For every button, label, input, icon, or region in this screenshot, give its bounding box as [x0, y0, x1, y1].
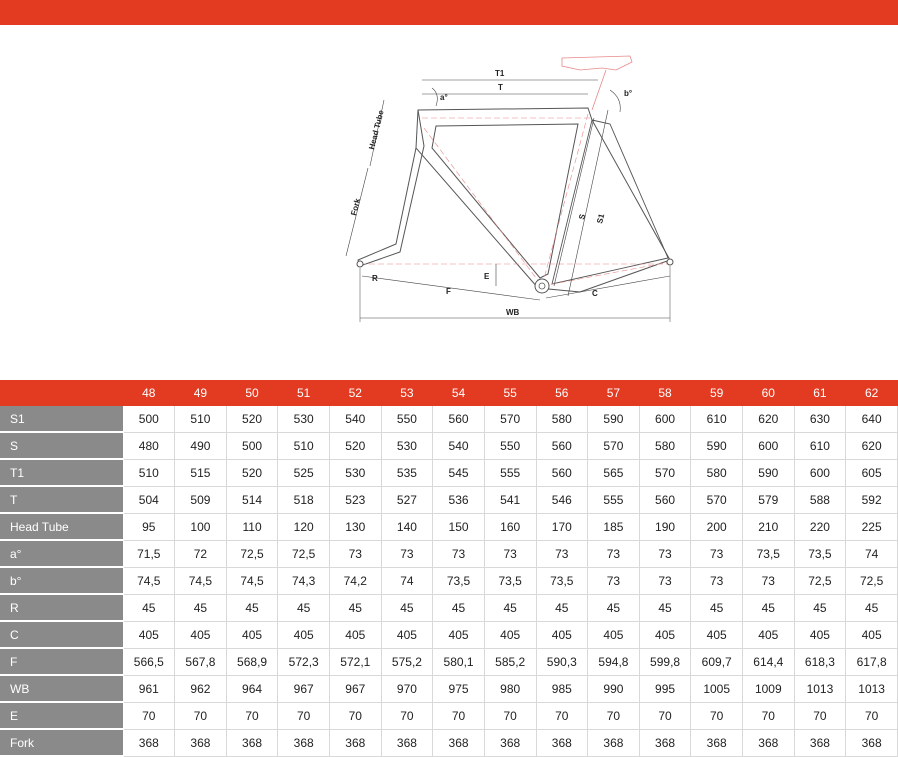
geometry-table-body — [0, 406, 898, 756]
table-cell: 530 — [381, 432, 433, 459]
table-cell: 45 — [433, 594, 485, 621]
table-cell: 368 — [484, 729, 536, 756]
table-cell: 527 — [381, 486, 433, 513]
size-header-cell: 57 — [588, 380, 640, 406]
table-cell: 640 — [846, 406, 898, 432]
table-cell: 73 — [743, 567, 795, 594]
table-cell: 990 — [588, 675, 640, 702]
table-cell: 620 — [743, 406, 795, 432]
table-row — [0, 594, 898, 621]
table-cell: 405 — [846, 621, 898, 648]
table-cell: 70 — [536, 702, 588, 729]
table-cell: 73 — [536, 540, 588, 567]
table-cell: 368 — [794, 729, 846, 756]
frame-diagram-svg — [340, 48, 680, 328]
table-cell: 585,2 — [484, 648, 536, 675]
table-cell: 500 — [123, 406, 175, 432]
label-a-angle: a° — [440, 93, 448, 102]
dim-c-line — [546, 276, 670, 298]
table-cell: 546 — [536, 486, 588, 513]
table-cell: 368 — [123, 729, 175, 756]
row-label: T — [0, 486, 123, 513]
table-row — [0, 513, 898, 540]
table-cell: 190 — [639, 513, 691, 540]
table-cell: 200 — [691, 513, 743, 540]
table-cell: 592 — [846, 486, 898, 513]
table-cell: 405 — [794, 621, 846, 648]
label-fork: Fork — [349, 197, 363, 217]
table-cell: 540 — [330, 406, 382, 432]
table-cell: 405 — [536, 621, 588, 648]
table-cell: 73 — [588, 540, 640, 567]
label-wb: WB — [506, 308, 520, 317]
table-cell: 1013 — [794, 675, 846, 702]
table-cell: 45 — [794, 594, 846, 621]
table-cell: 73,5 — [484, 567, 536, 594]
table-cell: 510 — [278, 432, 330, 459]
table-cell: 980 — [484, 675, 536, 702]
fork-outline — [358, 110, 424, 266]
table-cell: 515 — [175, 459, 227, 486]
table-cell: 95 — [123, 513, 175, 540]
table-cell: 510 — [123, 459, 175, 486]
table-row — [0, 702, 898, 729]
table-cell: 967 — [330, 675, 382, 702]
table-cell: 518 — [278, 486, 330, 513]
table-cell: 405 — [433, 621, 485, 648]
label-f: F — [446, 287, 451, 296]
table-cell: 73 — [330, 540, 382, 567]
table-cell: 368 — [175, 729, 227, 756]
table-cell: 970 — [381, 675, 433, 702]
table-cell: 510 — [175, 406, 227, 432]
row-label: C — [0, 621, 123, 648]
table-cell: 610 — [691, 406, 743, 432]
table-cell: 368 — [588, 729, 640, 756]
table-cell: 368 — [330, 729, 382, 756]
table-cell: 73 — [484, 540, 536, 567]
table-cell: 368 — [536, 729, 588, 756]
table-cell: 45 — [175, 594, 227, 621]
table-cell: 572,1 — [330, 648, 382, 675]
table-cell: 570 — [588, 432, 640, 459]
table-cell: 368 — [691, 729, 743, 756]
size-header-corner — [0, 380, 123, 406]
table-cell: 614,4 — [743, 648, 795, 675]
table-cell: 590 — [743, 459, 795, 486]
table-cell: 45 — [330, 594, 382, 621]
table-cell: 74,5 — [123, 567, 175, 594]
table-cell: 1005 — [691, 675, 743, 702]
table-cell: 72,5 — [794, 567, 846, 594]
table-cell: 405 — [175, 621, 227, 648]
label-t: T — [498, 83, 503, 92]
table-cell: 368 — [278, 729, 330, 756]
table-cell: 580,1 — [433, 648, 485, 675]
table-cell: 405 — [743, 621, 795, 648]
table-row — [0, 459, 898, 486]
table-cell: 480 — [123, 432, 175, 459]
front-dropout — [357, 261, 363, 267]
table-cell: 570 — [639, 459, 691, 486]
label-head-tube: Head Tube — [367, 109, 386, 151]
table-cell: 555 — [484, 459, 536, 486]
table-cell: 590 — [691, 432, 743, 459]
dim-f-line — [362, 276, 540, 300]
table-cell: 70 — [330, 702, 382, 729]
table-cell: 590,3 — [536, 648, 588, 675]
table-cell: 70 — [278, 702, 330, 729]
table-cell: 70 — [794, 702, 846, 729]
table-cell: 605 — [846, 459, 898, 486]
table-cell: 570 — [691, 486, 743, 513]
table-cell: 618,3 — [794, 648, 846, 675]
table-cell: 509 — [175, 486, 227, 513]
table-cell: 45 — [123, 594, 175, 621]
table-cell: 70 — [433, 702, 485, 729]
size-header-cell: 52 — [330, 380, 382, 406]
size-header-cell: 51 — [278, 380, 330, 406]
size-header-cell: 50 — [226, 380, 278, 406]
frame-inner-window — [432, 124, 578, 278]
table-cell: 70 — [743, 702, 795, 729]
table-row — [0, 406, 898, 432]
table-row — [0, 486, 898, 513]
table-cell: 962 — [175, 675, 227, 702]
table-cell: 600 — [794, 459, 846, 486]
row-label: WB — [0, 675, 123, 702]
bottom-bracket — [535, 279, 549, 293]
table-cell: 617,8 — [846, 648, 898, 675]
row-label: b° — [0, 567, 123, 594]
table-cell: 985 — [536, 675, 588, 702]
frame-geometry-diagram — [340, 48, 680, 328]
label-e: E — [484, 272, 490, 281]
table-cell: 567,8 — [175, 648, 227, 675]
table-cell: 490 — [175, 432, 227, 459]
table-cell: 70 — [484, 702, 536, 729]
table-cell: 73 — [433, 540, 485, 567]
table-cell: 100 — [175, 513, 227, 540]
table-cell: 1009 — [743, 675, 795, 702]
table-cell: 210 — [743, 513, 795, 540]
table-cell: 600 — [639, 406, 691, 432]
table-cell: 530 — [330, 459, 382, 486]
label-c: C — [592, 289, 598, 298]
row-label: S1 — [0, 406, 123, 432]
table-cell: 140 — [381, 513, 433, 540]
table-cell: 555 — [588, 486, 640, 513]
table-cell: 73,5 — [433, 567, 485, 594]
table-cell: 405 — [639, 621, 691, 648]
table-cell: 73,5 — [536, 567, 588, 594]
table-cell: 220 — [794, 513, 846, 540]
table-cell: 45 — [226, 594, 278, 621]
row-label: Head Tube — [0, 513, 123, 540]
table-row — [0, 648, 898, 675]
table-cell: 405 — [484, 621, 536, 648]
table-cell: 368 — [433, 729, 485, 756]
table-cell: 73 — [691, 567, 743, 594]
table-cell: 70 — [588, 702, 640, 729]
table-cell: 225 — [846, 513, 898, 540]
row-label: E — [0, 702, 123, 729]
table-cell: 45 — [639, 594, 691, 621]
table-cell: 70 — [691, 702, 743, 729]
top-brand-bar — [0, 0, 898, 25]
table-cell: 995 — [639, 675, 691, 702]
label-b-angle: b° — [624, 89, 633, 98]
geometry-table — [0, 380, 898, 757]
row-label: a° — [0, 540, 123, 567]
table-cell: 523 — [330, 486, 382, 513]
table-cell: 568,9 — [226, 648, 278, 675]
table-cell: 964 — [226, 675, 278, 702]
table-cell: 579 — [743, 486, 795, 513]
table-cell: 609,7 — [691, 648, 743, 675]
table-row — [0, 567, 898, 594]
table-cell: 74,5 — [226, 567, 278, 594]
table-cell: 566,5 — [123, 648, 175, 675]
table-cell: 545 — [433, 459, 485, 486]
table-cell: 599,8 — [639, 648, 691, 675]
size-header-cell: 54 — [433, 380, 485, 406]
row-label: R — [0, 594, 123, 621]
table-cell: 514 — [226, 486, 278, 513]
size-header-cell: 55 — [484, 380, 536, 406]
table-cell: 560 — [433, 406, 485, 432]
table-cell: 72,5 — [226, 540, 278, 567]
table-cell: 405 — [226, 621, 278, 648]
table-cell: 975 — [433, 675, 485, 702]
table-cell: 45 — [846, 594, 898, 621]
table-cell: 70 — [123, 702, 175, 729]
frame-outline — [416, 108, 670, 292]
table-cell: 70 — [226, 702, 278, 729]
row-label: S — [0, 432, 123, 459]
table-cell: 610 — [794, 432, 846, 459]
table-cell: 520 — [226, 459, 278, 486]
table-cell: 368 — [846, 729, 898, 756]
table-cell: 550 — [381, 406, 433, 432]
table-cell: 368 — [381, 729, 433, 756]
table-cell: 550 — [484, 432, 536, 459]
centerline-down — [424, 128, 542, 286]
table-row — [0, 675, 898, 702]
row-label: F — [0, 648, 123, 675]
table-cell: 45 — [588, 594, 640, 621]
table-cell: 72,5 — [846, 567, 898, 594]
size-header-cell: 53 — [381, 380, 433, 406]
table-cell: 560 — [639, 486, 691, 513]
size-header-cell: 48 — [123, 380, 175, 406]
table-cell: 185 — [588, 513, 640, 540]
table-cell: 110 — [226, 513, 278, 540]
table-cell: 580 — [536, 406, 588, 432]
table-cell: 368 — [639, 729, 691, 756]
table-cell: 572,3 — [278, 648, 330, 675]
table-cell: 130 — [330, 513, 382, 540]
size-header-cell: 62 — [846, 380, 898, 406]
size-header-cell: 60 — [743, 380, 795, 406]
table-cell: 70 — [381, 702, 433, 729]
table-cell: 73 — [639, 540, 691, 567]
size-header-row — [0, 380, 898, 406]
table-row — [0, 432, 898, 459]
table-cell: 580 — [691, 459, 743, 486]
table-cell: 520 — [330, 432, 382, 459]
table-cell: 520 — [226, 406, 278, 432]
label-t1: T1 — [495, 69, 505, 78]
row-label: Fork — [0, 729, 123, 756]
table-cell: 1013 — [846, 675, 898, 702]
table-cell: 580 — [639, 432, 691, 459]
table-cell: 160 — [484, 513, 536, 540]
table-cell: 620 — [846, 432, 898, 459]
table-cell: 405 — [330, 621, 382, 648]
table-cell: 72 — [175, 540, 227, 567]
table-cell: 530 — [278, 406, 330, 432]
table-cell: 120 — [278, 513, 330, 540]
table-cell: 405 — [381, 621, 433, 648]
size-header-cell: 58 — [639, 380, 691, 406]
table-cell: 570 — [484, 406, 536, 432]
table-cell: 70 — [175, 702, 227, 729]
table-cell: 45 — [691, 594, 743, 621]
table-cell: 73 — [691, 540, 743, 567]
saddle-outline — [562, 56, 632, 70]
table-cell: 500 — [226, 432, 278, 459]
table-cell: 45 — [484, 594, 536, 621]
table-cell: 45 — [381, 594, 433, 621]
table-row — [0, 540, 898, 567]
table-row — [0, 621, 898, 648]
size-header-cell: 49 — [175, 380, 227, 406]
table-cell: 536 — [433, 486, 485, 513]
table-cell: 73 — [588, 567, 640, 594]
size-header-cell: 61 — [794, 380, 846, 406]
table-cell: 73 — [639, 567, 691, 594]
table-cell: 150 — [433, 513, 485, 540]
table-cell: 73,5 — [794, 540, 846, 567]
table-cell: 560 — [536, 459, 588, 486]
table-cell: 72,5 — [278, 540, 330, 567]
table-cell: 45 — [743, 594, 795, 621]
table-cell: 575,2 — [381, 648, 433, 675]
size-header-cell: 56 — [536, 380, 588, 406]
table-cell: 535 — [381, 459, 433, 486]
table-cell: 630 — [794, 406, 846, 432]
dim-b-arc — [610, 90, 620, 112]
table-cell: 45 — [536, 594, 588, 621]
table-cell: 504 — [123, 486, 175, 513]
table-cell: 590 — [588, 406, 640, 432]
table-cell: 405 — [123, 621, 175, 648]
table-cell: 961 — [123, 675, 175, 702]
table-cell: 600 — [743, 432, 795, 459]
table-cell: 967 — [278, 675, 330, 702]
table-cell: 74 — [381, 567, 433, 594]
rear-dropout — [667, 259, 673, 265]
table-cell: 45 — [278, 594, 330, 621]
table-cell: 74 — [846, 540, 898, 567]
centerline-seat — [542, 114, 588, 286]
table-cell: 368 — [226, 729, 278, 756]
table-cell: 70 — [639, 702, 691, 729]
table-cell: 541 — [484, 486, 536, 513]
rear-triangle — [552, 120, 668, 284]
dim-a-arc — [432, 88, 437, 106]
size-header-cell: 59 — [691, 380, 743, 406]
seatpost-line — [592, 70, 606, 110]
table-cell: 560 — [536, 432, 588, 459]
label-s: S — [577, 213, 588, 221]
table-cell: 170 — [536, 513, 588, 540]
table-cell: 74,5 — [175, 567, 227, 594]
table-cell: 74,3 — [278, 567, 330, 594]
table-cell: 405 — [691, 621, 743, 648]
table-cell: 71,5 — [123, 540, 175, 567]
table-cell: 74,2 — [330, 567, 382, 594]
table-cell: 368 — [743, 729, 795, 756]
table-cell: 540 — [433, 432, 485, 459]
table-cell: 565 — [588, 459, 640, 486]
table-cell: 588 — [794, 486, 846, 513]
table-cell: 70 — [846, 702, 898, 729]
table-cell: 73 — [381, 540, 433, 567]
table-cell: 73,5 — [743, 540, 795, 567]
label-s1: S1 — [595, 212, 607, 225]
table-cell: 405 — [588, 621, 640, 648]
table-cell: 594,8 — [588, 648, 640, 675]
label-r: R — [372, 274, 378, 283]
table-cell: 405 — [278, 621, 330, 648]
row-label: T1 — [0, 459, 123, 486]
table-cell: 525 — [278, 459, 330, 486]
